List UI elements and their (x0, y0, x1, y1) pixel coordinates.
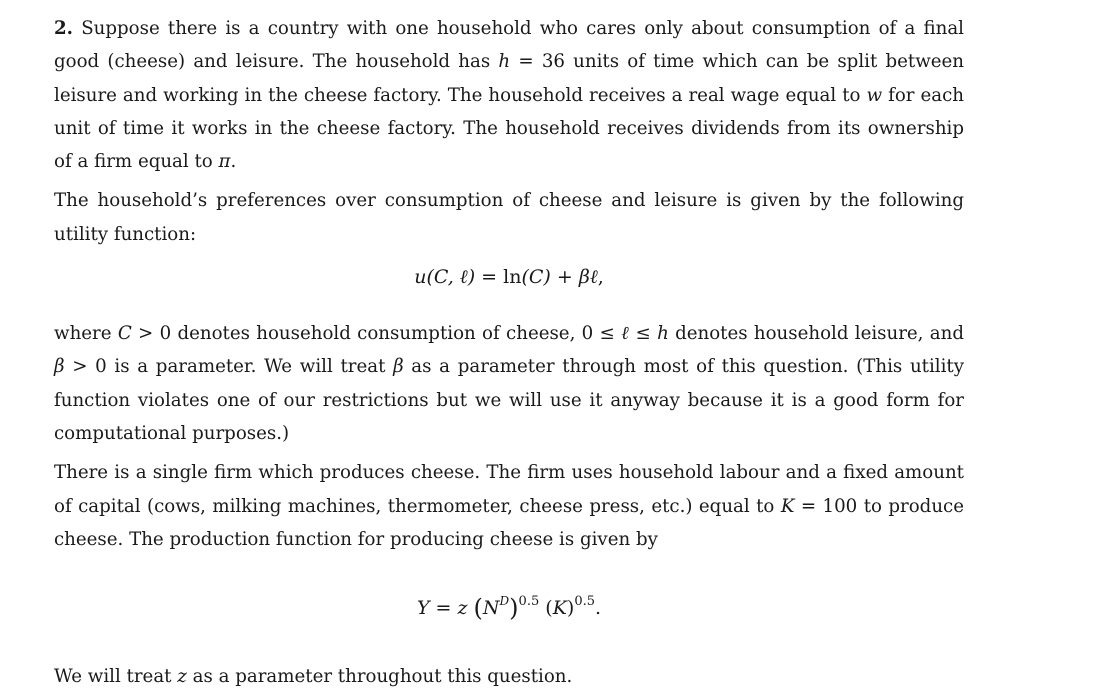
preferences-paragraph: The household’s preferences over consumption of cheese and leisure is given by the following utility function: (54, 190, 964, 245)
problem-page (54, 12, 964, 693)
closing-paragraph: We will treat z as a parameter throughout this question. (54, 666, 573, 688)
firm-paragraph: There is a single firm which produces cheese. The firm uses household labour and a fixed amount of capital (cows, milking machines, thermometer, cheese press, etc.) equal to K = 100 to produce cheese. The production function for producing cheese is given by (54, 462, 964, 550)
utility-equation: u(C, ℓ) = ln(C) + βℓ, (414, 266, 604, 289)
production-equation: Y = z $(N^D)^{0.5}$ $(K)^{0.5}$. (416, 594, 602, 623)
intro-paragraph: 2. Suppose there is a country with one household who cares only about consumption of a final good (cheese) and leisure. The household has h = 36 units of time which can be split between leisure and working in the cheese factory. The household receives a real wage equal to w for each unit of time it works in the cheese factory. The household receives dividends from its ownership of a firm equal to π. (54, 18, 965, 173)
question-number: 2. (54, 18, 73, 39)
where-paragraph: where C > 0 denotes household consumption of cheese, 0 ≤ ℓ ≤ h denotes household leisure, and β > 0 is a parameter. We will treat β as a parameter through most of this question. (This utility function violates one of our restrictions but we will use it anyway because it is a good form for computational purposes.) (54, 323, 964, 444)
